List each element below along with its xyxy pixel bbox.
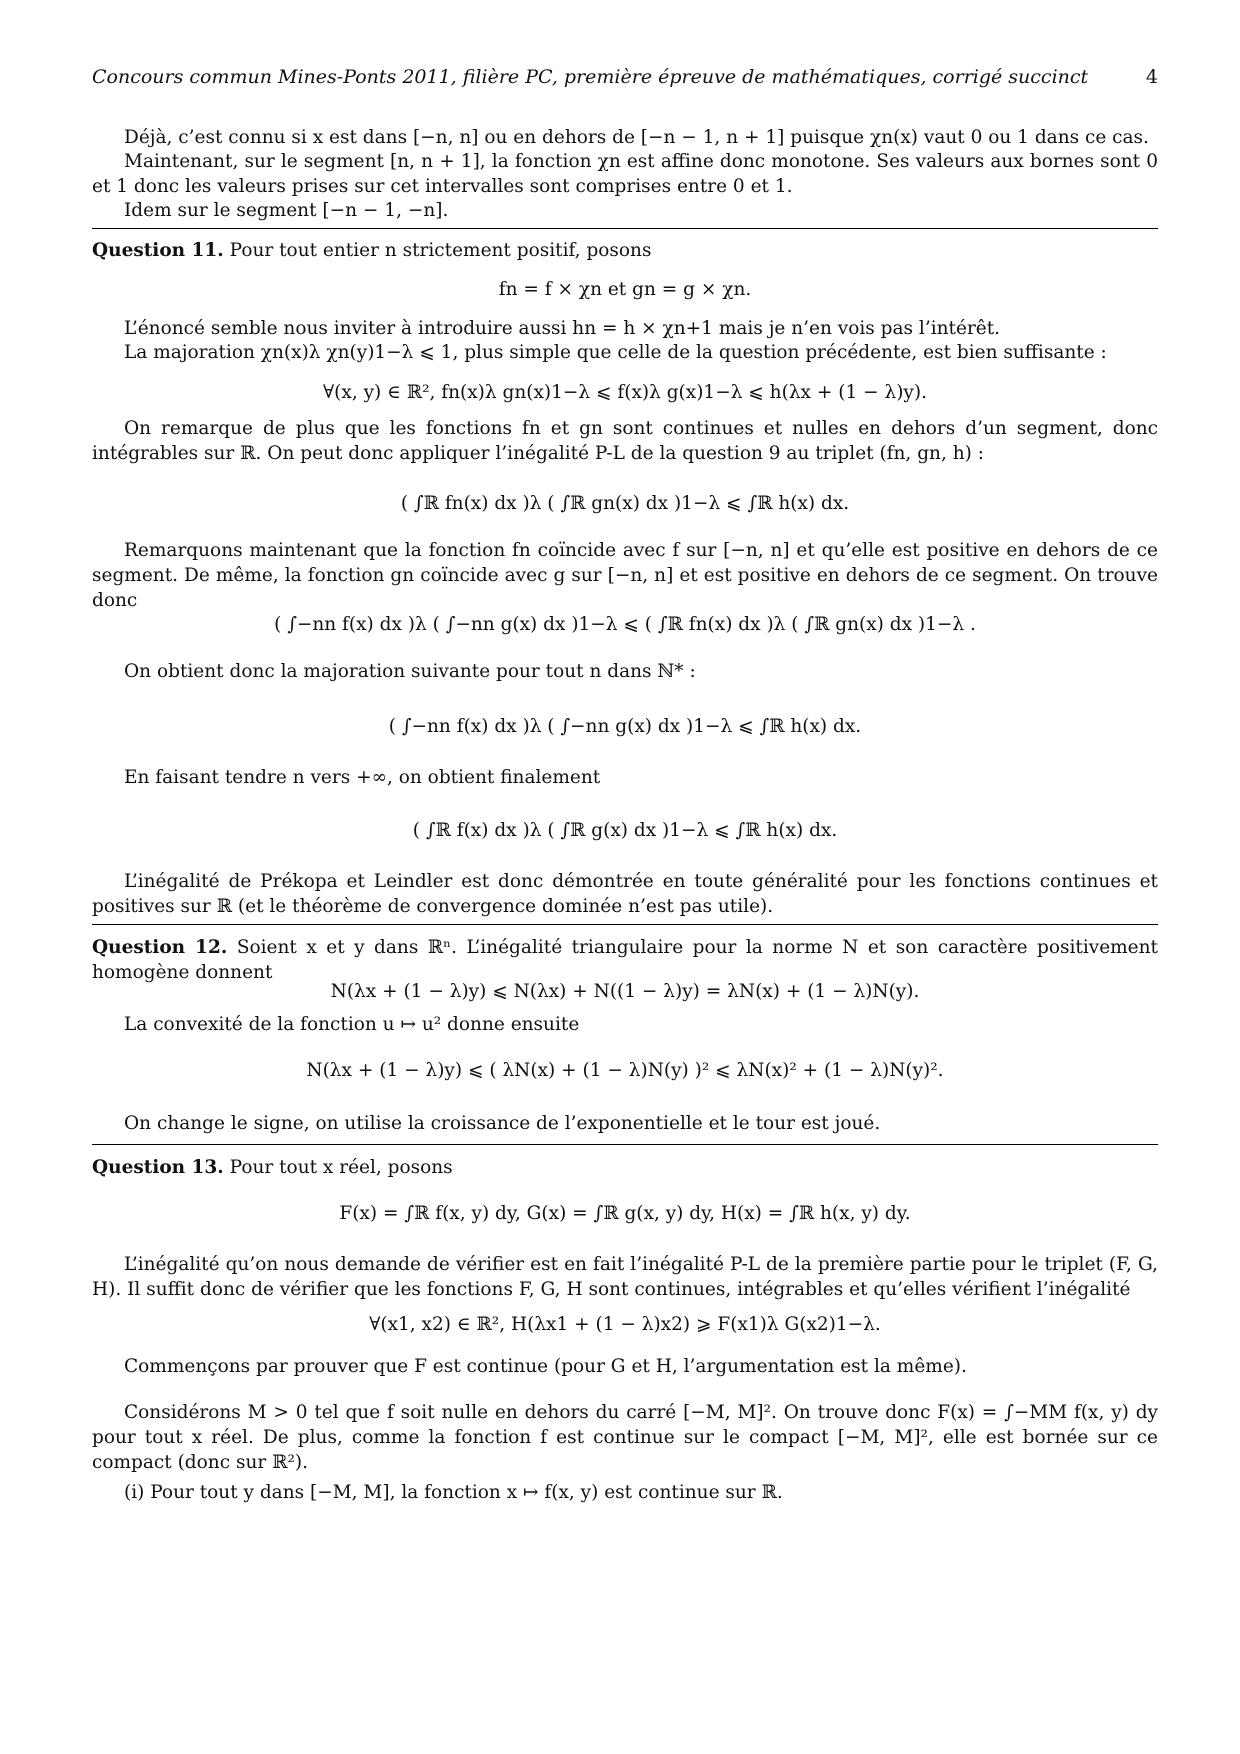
question-11-lead xyxy=(92,238,1158,263)
paragraph: L’inégalité qu’on nous demande de vérifier est en fait l’inégalité P-L de la première partie pour le triplet (F, G, H). Il suffit donc de vérifier que les fonctions F, G, H sont continues, intégrables et qu’elles vérifient l’inégalité xyxy=(92,1254,1158,1300)
question-label: Question 13. xyxy=(92,1157,224,1178)
question-13-lead xyxy=(92,1155,1158,1180)
paragraph: La majoration χn(x)λ χn(y)1−λ ⩽ 1, plus simple que celle de la question précédente, est bien suffisante : xyxy=(124,342,1107,363)
paragraph: Commençons par prouver que F est continue (pour G et H, l’argumentation est la même). xyxy=(124,1356,967,1377)
section-divider xyxy=(92,228,1158,229)
paragraph: L’énoncé semble nous inviter à introduire aussi hn = h × χn+1 mais je n’en vois pas l’intérêt. xyxy=(124,318,1001,339)
paragraph: (i) Pour tout y dans [−M, M], la fonction x ↦ f(x, y) est continue sur ℝ. xyxy=(124,1482,783,1503)
equation: ∀(x1, x2) ∈ ℝ², H(λx1 + (1 − λ)x2) ⩾ F(x1)λ G(x2)1−λ. xyxy=(369,1314,881,1335)
paragraph: On change le signe, on utilise la croissance de l’exponentielle et le tour est joué. xyxy=(124,1113,881,1134)
paragraph: Maintenant, sur le segment [n, n + 1], la fonction χn est affine donc monotone. Ses valeurs aux bornes sont 0 et 1 donc les valeurs prises sur cet intervalles sont comprises entre 0 et 1. xyxy=(92,151,1158,197)
question-12-lead xyxy=(92,935,1158,985)
paragraph: Remarquons maintenant que la fonction fn coïncide avec f sur [−n, n] et qu’elle est positive en dehors de ce segment. De même, la fonction gn coïncide avec g sur [−n, n] et est positive en dehors de ce segment. On trouve donc xyxy=(92,540,1158,611)
equation: ( ∫−nn f(x) dx )λ ( ∫−nn g(x) dx )1−λ ⩽ ∫ℝ h(x) dx. xyxy=(388,716,862,737)
equation: ( ∫ℝ f(x) dx )λ ( ∫ℝ g(x) dx )1−λ ⩽ ∫ℝ h(x) dx. xyxy=(412,820,838,841)
section-divider xyxy=(92,924,1158,925)
paragraph: Considérons M > 0 tel que f soit nulle en dehors du carré [−M, M]². On trouve donc F(x) = ∫−MM f(x, y) dy pour tout x réel. De plus, comme la fonction f est continue sur le compact [−M, M]², elle est bornée sur ce compact (donc sur ℝ²). xyxy=(92,1402,1158,1473)
paragraph: En faisant tendre n vers +∞, on obtient finalement xyxy=(124,767,601,788)
question-label: Question 11. xyxy=(92,240,224,261)
paragraph: La convexité de la fonction u ↦ u² donne ensuite xyxy=(124,1014,580,1035)
paragraph: Déjà, c’est connu si x est dans [−n, n] ou en dehors de [−n − 1, n + 1] puisque χn(x) vaut 0 ou 1 dans ce cas. xyxy=(124,127,1149,148)
header-title: Concours commun Mines-Ponts 2011, filière PC, première épreuve de mathématiques, corrigé succinct xyxy=(92,66,1089,88)
equation: N(λx + (1 − λ)y) ⩽ N(λx) + N((1 − λ)y) = λN(x) + (1 − λ)N(y). xyxy=(330,981,920,1002)
equation: F(x) = ∫ℝ f(x, y) dy, G(x) = ∫ℝ g(x, y) dy, H(x) = ∫ℝ h(x, y) dy. xyxy=(339,1203,911,1224)
question-text: Pour tout x réel, posons xyxy=(229,1157,453,1178)
paragraph: On remarque de plus que les fonctions fn et gn sont continues et nulles en dehors d’un segment, donc intégrables sur ℝ. On peut donc appliquer l’inégalité P-L de la question 9 au triplet (fn, gn, h) : xyxy=(92,418,1158,464)
paragraph: Idem sur le segment [−n − 1, −n]. xyxy=(124,200,449,221)
question-text: Soient x et y dans ℝⁿ. L’inégalité triangulaire pour la norme N et son caractère positivement homogène donnent xyxy=(92,937,1158,983)
equation: ∀(x, y) ∈ ℝ², fn(x)λ gn(x)1−λ ⩽ f(x)λ g(x)1−λ ⩽ h(λx + (1 − λ)y). xyxy=(323,382,927,403)
paragraph: On obtient donc la majoration suivante pour tout n dans ℕ* : xyxy=(124,661,696,682)
page-number: 4 xyxy=(1145,66,1158,88)
equation: ( ∫−nn f(x) dx )λ ( ∫−nn g(x) dx )1−λ ⩽ ( ∫ℝ fn(x) dx )λ ( ∫ℝ gn(x) dx )1−λ . xyxy=(274,614,976,635)
equation: ( ∫ℝ fn(x) dx )λ ( ∫ℝ gn(x) dx )1−λ ⩽ ∫ℝ h(x) dx. xyxy=(400,493,850,514)
question-label: Question 12. xyxy=(92,937,228,958)
paragraph: L’inégalité de Prékopa et Leindler est donc démontrée en toute généralité pour les fonctions continues et positives sur ℝ (et le théorème de convergence dominée n’est pas utile). xyxy=(92,871,1158,917)
running-header xyxy=(92,66,1158,88)
equation: fn = f × χn et gn = g × χn. xyxy=(498,279,752,300)
section-divider xyxy=(92,1144,1158,1145)
equation: N(λx + (1 − λ)y) ⩽ ( λN(x) + (1 − λ)N(y) )² ⩽ λN(x)² + (1 − λ)N(y)². xyxy=(306,1060,944,1081)
question-text: Pour tout entier n strictement positif, posons xyxy=(229,240,652,261)
